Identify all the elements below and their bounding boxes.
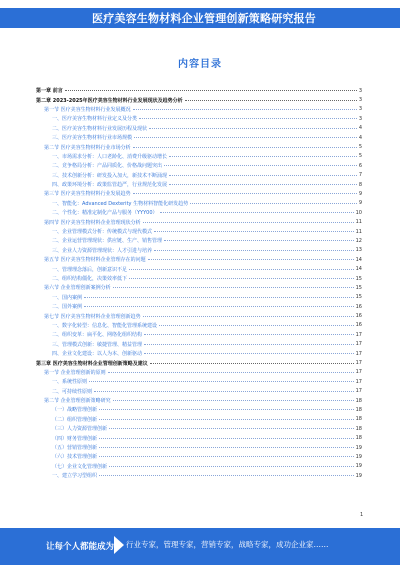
toc-entry[interactable] xyxy=(36,358,362,367)
toc-entry[interactable] xyxy=(36,433,362,442)
toc-leader-dots xyxy=(190,203,357,204)
toc-leader-dots xyxy=(144,353,354,354)
toc-entry-page: 7 xyxy=(358,172,362,179)
toc-entry[interactable] xyxy=(36,255,362,264)
toc-leader-dots xyxy=(99,475,354,476)
toc-entry[interactable] xyxy=(36,86,362,95)
toc-entry-page: 8 xyxy=(358,181,362,188)
toc-entry-page: 19 xyxy=(355,463,362,470)
toc-entry-page: 19 xyxy=(355,453,362,460)
toc-entry-title: 第一节 企业管理创新的原则 xyxy=(44,369,106,376)
toc-entry-title: 四、企业文化建设：以人为本、创新驱动 xyxy=(52,351,143,358)
toc-leader-dots xyxy=(154,250,354,251)
toc-entry-title: 三、管理模式创新：敏捷管理、精益管理 xyxy=(52,341,143,348)
toc-entry[interactable] xyxy=(36,142,362,151)
toc-entry[interactable] xyxy=(36,293,362,302)
toc-entry-page: 17 xyxy=(355,388,362,395)
toc-entry-page: 17 xyxy=(355,360,362,367)
toc-leader-dots xyxy=(99,409,354,410)
toc-leader-dots xyxy=(129,278,354,279)
toc-entry-page: 11 xyxy=(355,219,362,226)
toc-entry-title: 二、医疗美容生物材料行业发展历程及现状 xyxy=(52,125,148,132)
toc-leader-dots xyxy=(164,240,354,241)
toc-entry-title: （七）企业文化管理创新 xyxy=(52,463,108,470)
toc-entry-page: 17 xyxy=(355,369,362,376)
toc-entry[interactable] xyxy=(36,283,362,292)
toc-leader-dots xyxy=(113,287,354,288)
toc-entry-title: 二、国外案例 xyxy=(52,304,83,311)
toc-leader-dots xyxy=(185,100,357,101)
toc-entry[interactable] xyxy=(36,95,362,104)
toc-entry-title: 第六节 企业管理创新案例分析 xyxy=(44,285,111,292)
toc-entry[interactable] xyxy=(36,105,362,114)
toc-entry-title: 第二章 2023-2025年医疗美容生物材料行业发展现状及趋势分析 xyxy=(36,97,183,104)
toc-leader-dots xyxy=(65,90,357,91)
toc-entry-title: 一、国内案例 xyxy=(52,294,83,301)
toc-leader-dots xyxy=(109,466,354,467)
toc-entry-page: 14 xyxy=(355,256,362,263)
toc-entry-page: 17 xyxy=(355,378,362,385)
toc-leader-dots xyxy=(150,363,354,364)
toc-entry-page: 11 xyxy=(355,228,362,235)
toc-entry[interactable] xyxy=(36,124,362,133)
toc-leader-dots xyxy=(133,193,357,194)
toc-entry-title: （二）组织管理创新 xyxy=(52,416,98,423)
toc-leader-dots xyxy=(148,259,354,260)
toc-entry[interactable] xyxy=(36,161,362,170)
toc-entry[interactable] xyxy=(36,405,362,414)
toc-leader-dots xyxy=(144,334,354,335)
toc-entry[interactable] xyxy=(36,171,362,180)
toc-entry-title: 四、政策环境分析：政策监管趋严，行业规范化发展 xyxy=(52,182,168,189)
toc-entry[interactable] xyxy=(36,321,362,330)
toc-entry-title: 三、技术创新分析：研发投入加大，新技术不断涌现 xyxy=(52,172,168,179)
toc-entry[interactable] xyxy=(36,452,362,461)
page-number: 1 xyxy=(360,512,364,518)
toc-leader-dots xyxy=(164,165,357,166)
toc-entry[interactable] xyxy=(36,396,362,405)
toc-entry[interactable] xyxy=(36,114,362,123)
toc-entry-title: 第三章 医疗美容生物材料企业管理创新策略及建议 xyxy=(36,360,148,367)
toc-entry-page: 5 xyxy=(358,153,362,160)
toc-entry-page: 18 xyxy=(355,416,362,423)
toc-entry-title: 一、系统性原则 xyxy=(52,379,88,386)
toc-entry-page: 15 xyxy=(355,275,362,282)
toc-entry[interactable] xyxy=(36,180,362,189)
toc-leader-dots xyxy=(139,118,357,119)
toc-entry-title: （六）技术管理创新 xyxy=(52,454,98,461)
toc-entry-page: 18 xyxy=(355,435,362,442)
toc-entry-page: 9 xyxy=(358,200,362,207)
toc-entry-page: 18 xyxy=(355,425,362,432)
toc-entry-page: 19 xyxy=(355,444,362,451)
toc-leader-dots xyxy=(169,184,357,185)
toc-entry-page: 17 xyxy=(355,331,362,338)
toc-leader-dots xyxy=(154,231,354,232)
toc-leader-dots xyxy=(99,419,354,420)
toc-entry[interactable] xyxy=(36,246,362,255)
toc-entry-title: 三、医疗美容生物材料行业市场规模 xyxy=(52,135,133,142)
toc-leader-dots xyxy=(94,391,354,392)
toc-leader-dots xyxy=(134,137,357,138)
toc-leader-dots xyxy=(149,128,357,129)
toc-entry[interactable] xyxy=(36,330,362,339)
toc-entry-page: 16 xyxy=(355,313,362,320)
toc-entry[interactable] xyxy=(36,340,362,349)
toc-entry-page: 9 xyxy=(358,190,362,197)
toc-leader-dots xyxy=(113,400,354,401)
toc-entry-page: 4 xyxy=(358,134,362,141)
toc-entry-title: 第二节 企业管理创新策略研究 xyxy=(44,398,111,405)
toc-entry-title: 二、个性化：精准定制化产品与服务（YYY00） xyxy=(52,210,158,217)
toc-leader-dots xyxy=(99,447,354,448)
toc-entry-title: （五）营销管理创新 xyxy=(52,445,98,452)
toc-entry-page: 16 xyxy=(355,303,362,310)
toc-leader-dots xyxy=(144,344,354,345)
toc-entry[interactable] xyxy=(36,189,362,198)
toc-entry-title: 一、市场需求分析：人口老龄化、消费升级驱动增长 xyxy=(52,153,168,160)
toc-entry-title: 一、医疗美容生物材料行业定义及分类 xyxy=(52,116,138,123)
toc-entry-title: 第七节 医疗美容生物材料企业管理创新趋势 xyxy=(44,313,141,320)
toc-entry-page: 17 xyxy=(355,350,362,357)
toc-leader-dots xyxy=(99,456,354,457)
toc-entry-title: 一、建立学习型组织 xyxy=(52,473,98,480)
footer-slogan: 让每个人都能成为 xyxy=(46,542,115,552)
toc-entry-page: 18 xyxy=(355,406,362,413)
toc-entry-page: 3 xyxy=(358,97,362,104)
toc-entry-page: 10 xyxy=(355,209,362,216)
toc-leader-dots xyxy=(133,109,357,110)
toc-entry[interactable] xyxy=(36,217,362,226)
toc-entry[interactable] xyxy=(36,387,362,396)
footer-banner xyxy=(0,528,400,565)
toc-entry-page: 19 xyxy=(355,472,362,479)
toc-entry[interactable] xyxy=(36,424,362,433)
toc-entry-page: 16 xyxy=(355,322,362,329)
toc-entry-title: 第一节 医疗美容生物材料行业发展概况 xyxy=(44,106,131,113)
footer-tagline: 行业专家，管理专家，营销专家，战略专家，成功企业家…… xyxy=(126,540,329,549)
toc-heading: 内容目录 xyxy=(178,59,222,70)
toc-leader-dots xyxy=(89,381,354,382)
arrow-right-icon xyxy=(114,536,124,554)
toc-entry[interactable] xyxy=(36,152,362,161)
toc-entry[interactable] xyxy=(36,462,362,471)
toc-entry[interactable] xyxy=(36,133,362,142)
toc-entry-title: （三）人力资源管理创新 xyxy=(52,426,108,433)
toc-leader-dots xyxy=(109,428,354,429)
toc-leader-dots xyxy=(160,212,354,213)
toc-leader-dots xyxy=(108,372,354,373)
toc-leader-dots xyxy=(169,156,357,157)
toc-entry-page: 3 xyxy=(358,87,362,94)
toc-entry-title: 第二节 医疗美容生物材料行业市场分析 xyxy=(44,144,131,151)
toc-leader-dots xyxy=(169,175,357,176)
toc-leader-dots xyxy=(133,147,357,148)
toc-entry-title: 第四节 医疗美容生物材料企业管理现状分析 xyxy=(44,219,141,226)
toc-entry[interactable] xyxy=(36,349,362,358)
toc-entry[interactable] xyxy=(36,377,362,386)
toc-entry-title: 二、企业运营管理现状：供应链、生产、销售管理 xyxy=(52,238,163,245)
toc-entry-page: 5 xyxy=(358,144,362,151)
toc-entry-title: 一、数字化转型：信息化、智能化管理系统建设 xyxy=(52,322,158,329)
toc-leader-dots xyxy=(143,222,354,223)
toc-entry-title: 二、可持续性原则 xyxy=(52,388,93,395)
toc-leader-dots xyxy=(84,306,354,307)
toc-leader-dots xyxy=(129,269,354,270)
toc-entry[interactable] xyxy=(36,227,362,236)
toc-entry-title: 第三节 医疗美容生物材料行业发展趋势 xyxy=(44,191,131,198)
toc-entry-title: 第五节 医疗美容生物材料企业管理存在的问题 xyxy=(44,257,146,264)
toc-entry-title: 二、组织结构僵化，决策效率低下 xyxy=(52,276,128,282)
toc-entry-title: 一、企业管理模式分析：传统模式与现代模式 xyxy=(52,229,153,236)
toc-entry-title: （一）战略管理创新 xyxy=(52,407,98,414)
toc-entry-page: 14 xyxy=(355,266,362,273)
toc-entry-page: 17 xyxy=(355,341,362,348)
toc-entry[interactable] xyxy=(36,302,362,311)
toc-entry-page: 12 xyxy=(355,237,362,244)
toc-entry-page: 3 xyxy=(358,115,362,122)
toc-leader-dots xyxy=(99,438,354,439)
toc-entry[interactable] xyxy=(36,471,362,480)
toc-entry[interactable] xyxy=(36,368,362,377)
toc-entry-title: 一、智能化：Advanced Dexterity 生物材料智能化研发趋势 xyxy=(52,200,189,207)
report-header xyxy=(0,0,400,34)
toc-entry-page: 4 xyxy=(358,125,362,132)
toc-entry[interactable] xyxy=(36,264,362,273)
toc-leader-dots xyxy=(159,325,354,326)
toc-leader-dots xyxy=(143,316,354,317)
toc-entry-page: 3 xyxy=(358,106,362,113)
toc-entry[interactable] xyxy=(36,311,362,320)
toc-entry[interactable] xyxy=(36,274,362,283)
toc-entry-page: 18 xyxy=(355,397,362,404)
toc-entry-title: 二、组织变革：扁平化、网络化组织结构 xyxy=(52,332,143,339)
toc-entry-page: 15 xyxy=(355,284,362,291)
toc-entry-page: 6 xyxy=(358,162,362,169)
table-of-contents xyxy=(36,86,362,480)
toc-entry-title: 三、企业人力资源管理现状：人才引进与培养 xyxy=(52,247,153,254)
toc-entry-title: 一、管理理念落后，创新意识不足 xyxy=(52,266,128,273)
toc-entry[interactable] xyxy=(36,199,362,208)
toc-entry[interactable] xyxy=(36,415,362,424)
toc-entry[interactable] xyxy=(36,443,362,452)
toc-entry[interactable] xyxy=(36,236,362,245)
toc-entry[interactable] xyxy=(36,208,362,217)
toc-entry-page: 13 xyxy=(355,247,362,254)
toc-entry-title: （四）财务管理创新 xyxy=(52,435,98,442)
toc-entry-page: 15 xyxy=(355,294,362,301)
toc-entry-title: 二、竞争格局分析：产品同质化、价格战问题突出 xyxy=(52,163,163,170)
report-title: 医疗美容生物材料企业管理创新策略研究报告 xyxy=(92,12,316,25)
toc-leader-dots xyxy=(84,297,354,298)
toc-entry-title: 第一章 前言 xyxy=(36,88,63,95)
